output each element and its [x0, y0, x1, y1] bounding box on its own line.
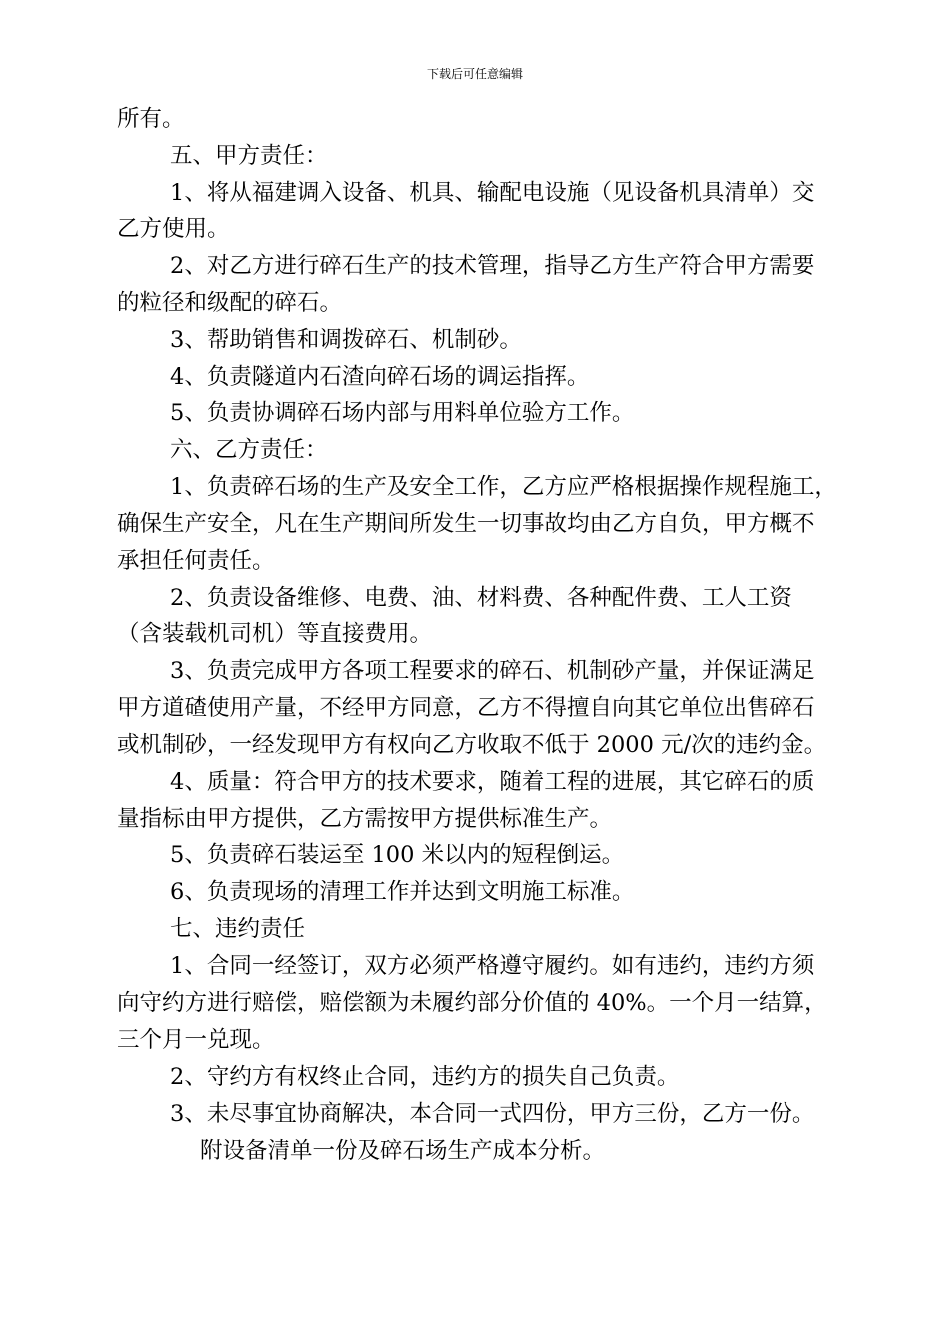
- text-line: 6、负责现场的清理工作并达到文明施工标准。: [170, 879, 635, 905]
- text-line: 3、负责完成甲方各项工程要求的碎石、机制砂产量，并保证满足: [170, 658, 815, 684]
- text-line: 所有。: [117, 106, 185, 132]
- section-heading: 五、甲方责任：: [170, 143, 328, 169]
- text-line: 承担任何责任。: [117, 548, 275, 574]
- text-line: 1、将从福建调入设备、机具、输配电设施（见设备机具清单）交: [170, 180, 815, 206]
- text-line: 三个月一兑现。: [117, 1027, 275, 1053]
- text-line: 量指标由甲方提供，乙方需按甲方提供标准生产。: [117, 806, 613, 832]
- text-line: 2、负责设备维修、电费、油、材料费、各种配件费、工人工资: [170, 585, 792, 611]
- text-line: 确保生产安全，凡在生产期间所发生一切事故均由乙方自负，甲方概不: [117, 511, 815, 537]
- text-line: 甲方道碴使用产量，不经甲方同意，乙方不得擅自向其它单位出售碎石: [117, 695, 815, 721]
- text-line: 3、帮助销售和调拨碎石、机制砂。: [170, 327, 522, 353]
- text-line: 2、守约方有权终止合同，违约方的损失自己负责。: [170, 1064, 680, 1090]
- section-heading: 六、乙方责任：: [170, 437, 328, 463]
- text-line: 1、负责碎石场的生产及安全工作，乙方应严格根据操作规程施工，: [170, 474, 837, 500]
- text-line: 乙方使用。: [117, 216, 230, 242]
- text-line: 或机制砂，一经发现甲方有权向乙方收取不低于 2000 元/次的违约金。: [117, 732, 827, 758]
- text-line: 5、负责碎石装运至 100 米以内的短程倒运。: [170, 842, 625, 868]
- text-line: 5、负责协调碎石场内部与用料单位验方工作。: [170, 400, 635, 426]
- section-heading: 七、违约责任: [170, 916, 306, 942]
- page-header: 下载后可任意编辑: [426, 67, 523, 81]
- text-line: 4、质量：符合甲方的技术要求，随着工程的进展，其它碎石的质: [170, 769, 815, 795]
- text-line: 附设备清单一份及碎石场生产成本分析。: [200, 1138, 606, 1164]
- text-line: 向守约方进行赔偿，赔偿额为未履约部分价值的 40%。一个月一结算，: [117, 990, 827, 1016]
- text-line: 1、合同一经签订，双方必须严格遵守履约。如有违约，违约方须: [170, 953, 815, 979]
- text-line: 3、未尽事宜协商解决，本合同一式四份，甲方三份，乙方一份。: [170, 1101, 815, 1127]
- text-line: 的粒径和级配的碎石。: [117, 290, 343, 316]
- text-line: 2、对乙方进行碎石生产的技术管理，指导乙方生产符合甲方需要: [170, 253, 815, 279]
- text-line: （含装载机司机）等直接费用。: [117, 621, 433, 647]
- text-line: 4、负责隧道内石渣向碎石场的调运指挥。: [170, 364, 590, 390]
